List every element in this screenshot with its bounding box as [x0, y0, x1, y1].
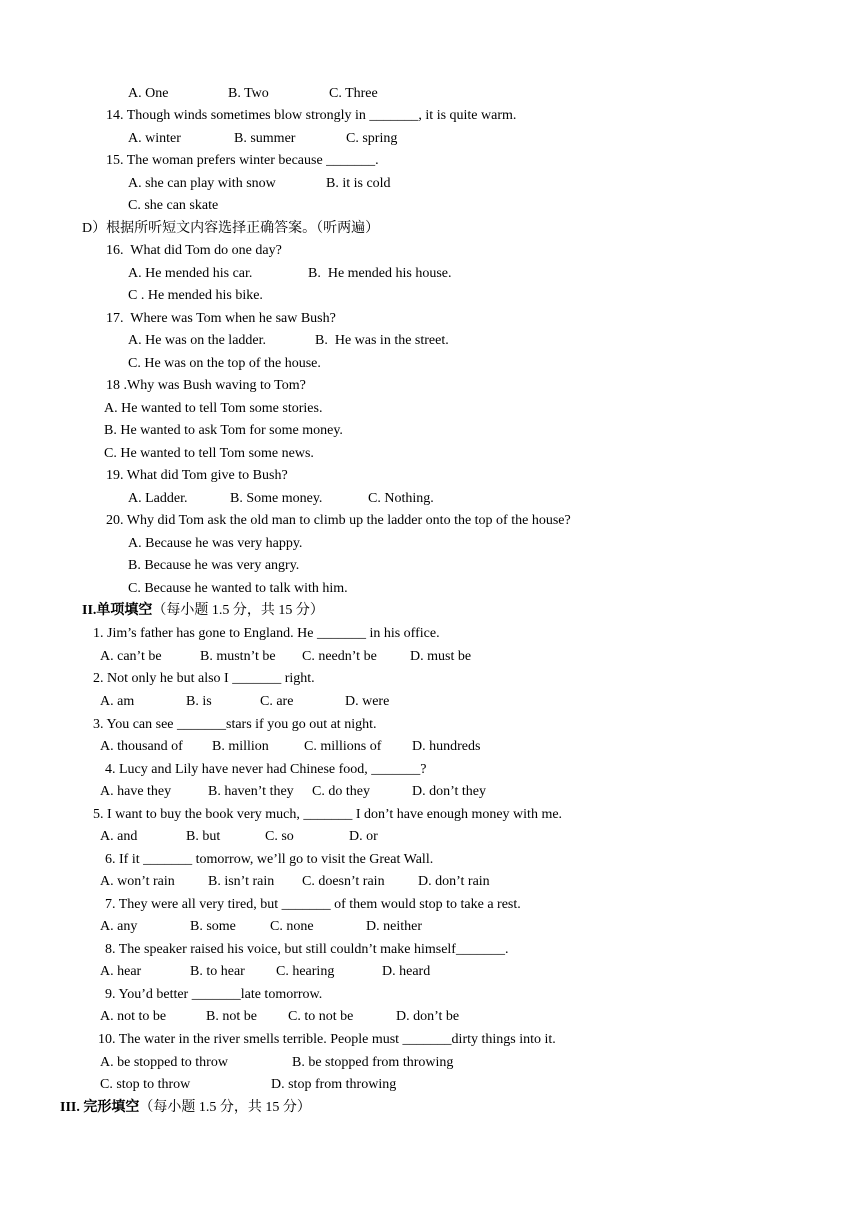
ii-q9-option-a: A. not to be [100, 1009, 167, 1024]
ii-q10-option-b: B. be stopped from throwing [292, 1055, 454, 1070]
q18-option-c: C. He wanted to tell Tom some news. [104, 446, 314, 461]
q17-option-a: A. He was on the ladder. [128, 333, 267, 348]
ii-q3-option-c: C. millions of [304, 739, 382, 754]
ii-q4-option-a: A. have they [100, 784, 172, 799]
ii-q8-option-b: B. to hear [190, 964, 245, 979]
ii-q2-option-b: B. is [186, 694, 212, 709]
ii-q9-option-d: D. don’t be [396, 1009, 460, 1024]
section-ii-note: （每小题 1.5 分，共 15 分） [152, 603, 324, 618]
question-18: 18 .Why was Bush waving to Tom? [106, 378, 306, 393]
question-16: 16. What did Tom do one day? [106, 243, 282, 258]
ii-q9-option-b: B. not be [206, 1009, 257, 1024]
q20-option-a: A. Because he was very happy. [128, 536, 303, 551]
ii-q10-option-c: C. stop to throw [100, 1077, 191, 1092]
q20-option-b: B. Because he was very angry. [128, 558, 300, 573]
ii-question-4: 4. Lucy and Lily have never had Chinese food, _______? [105, 762, 427, 777]
ii-question-10: 10. The water in the river smells terrible. People must _______dirty things into it. [98, 1032, 556, 1047]
q13-option-a: A. One [128, 86, 169, 101]
ii-q7-option-b: B. some [190, 919, 236, 934]
section-iii-heading: III. 完形填空 [60, 1100, 140, 1115]
section-iii-heading-line [60, 1099, 311, 1117]
ii-q8-option-a: A. hear [100, 964, 142, 979]
q18-option-b: B. He wanted to ask Tom for some money. [104, 423, 343, 438]
ii-q1-option-b: B. mustn’t be [200, 649, 276, 664]
ii-q3-option-d: D. hundreds [412, 739, 481, 754]
ii-question-8: 8. The speaker raised his voice, but still couldn’t make himself_______. [105, 942, 509, 957]
q19-option-a: A. Ladder. [128, 491, 188, 506]
ii-q6-option-b: B. isn’t rain [208, 874, 275, 889]
ii-q9-option-c: C. to not be [288, 1009, 354, 1024]
question-19: 19. What did Tom give to Bush? [106, 468, 288, 483]
q15-option-c: C. she can skate [128, 198, 219, 213]
ii-q3-option-b: B. million [212, 739, 269, 754]
question-15: 15. The woman prefers winter because _______. [106, 153, 379, 168]
ii-q10-option-a: A. be stopped to throw [100, 1055, 228, 1070]
ii-q1-option-d: D. must be [410, 649, 472, 664]
ii-q1-option-a: A. can’t be [100, 649, 162, 664]
q16-option-c: C . He mended his bike. [128, 288, 263, 303]
ii-q2-option-c: C. are [260, 694, 294, 709]
section-d-heading: D）根据所听短文内容选择正确答案。（听两遍） [82, 221, 380, 236]
ii-q1-option-c: C. needn’t be [302, 649, 377, 664]
ii-q3-option-a: A. thousand of [100, 739, 183, 754]
q14-option-b: B. summer [234, 131, 296, 146]
ii-q5-option-b: B. but [186, 829, 221, 844]
q19-option-b: B. Some money. [230, 491, 323, 506]
ii-q7-option-a: A. any [100, 919, 138, 934]
q15-option-a: A. she can play with snow [128, 176, 276, 191]
ii-q7-option-d: D. neither [366, 919, 422, 934]
q13-option-c: C. Three [329, 86, 378, 101]
q14-option-c: C. spring [346, 131, 398, 146]
ii-q5-option-a: A. and [100, 829, 138, 844]
q20-option-c: C. Because he wanted to talk with him. [128, 581, 348, 596]
q13-option-b: B. Two [228, 86, 269, 101]
ii-q5-option-d: D. or [349, 829, 378, 844]
ii-question-1: 1. Jim’s father has gone to England. He _______ in his office. [93, 626, 440, 641]
ii-q6-option-d: D. don’t rain [418, 874, 490, 889]
ii-q6-option-a: A. won’t rain [100, 874, 175, 889]
ii-q4-option-c: C. do they [312, 784, 370, 799]
q18-option-a: A. He wanted to tell Tom some stories. [104, 401, 323, 416]
ii-question-6: 6. If it _______ tomorrow, we’ll go to visit the Great Wall. [105, 852, 434, 867]
ii-question-9: 9. You’d better _______late tomorrow. [105, 987, 323, 1002]
ii-question-3: 3. You can see _______stars if you go out at night. [93, 717, 377, 732]
ii-q8-option-d: D. heard [382, 964, 431, 979]
q16-option-a: A. He mended his car. [128, 266, 253, 281]
ii-q6-option-c: C. doesn’t rain [302, 874, 385, 889]
ii-q4-option-d: D. don’t they [412, 784, 487, 799]
ii-question-7: 7. They were all very tired, but _______ of them would stop to take a rest. [105, 897, 521, 912]
ii-q7-option-c: C. none [270, 919, 314, 934]
ii-q10-option-d: D. stop from throwing [271, 1077, 397, 1092]
question-17: 17. Where was Tom when he saw Bush? [106, 311, 336, 326]
q15-option-b: B. it is cold [326, 176, 391, 191]
q17-option-c: C. He was on the top of the house. [128, 356, 321, 371]
question-14: 14. Though winds sometimes blow strongly in _______, it is quite warm. [106, 108, 517, 123]
ii-q5-option-c: C. so [265, 829, 294, 844]
q14-option-a: A. winter [128, 131, 181, 146]
ii-question-5: 5. I want to buy the book very much, _______ I don’t have enough money with me. [93, 807, 563, 822]
section-ii-heading-line [82, 602, 324, 620]
q19-option-c: C. Nothing. [368, 491, 434, 506]
ii-q4-option-b: B. haven’t they [208, 784, 294, 799]
question-20: 20. Why did Tom ask the old man to climb up the ladder onto the top of the house? [106, 513, 571, 528]
section-ii-heading: II.单项填空 [82, 603, 153, 618]
q17-option-b: B. He was in the street. [315, 333, 449, 348]
section-iii-note: （每小题 1.5 分，共 15 分） [139, 1100, 311, 1115]
ii-q2-option-d: D. were [345, 694, 390, 709]
ii-q8-option-c: C. hearing [276, 964, 335, 979]
q16-option-b: B. He mended his house. [308, 266, 452, 281]
ii-q2-option-a: A. am [100, 694, 135, 709]
ii-question-2: 2. Not only he but also I _______ right. [93, 671, 315, 686]
